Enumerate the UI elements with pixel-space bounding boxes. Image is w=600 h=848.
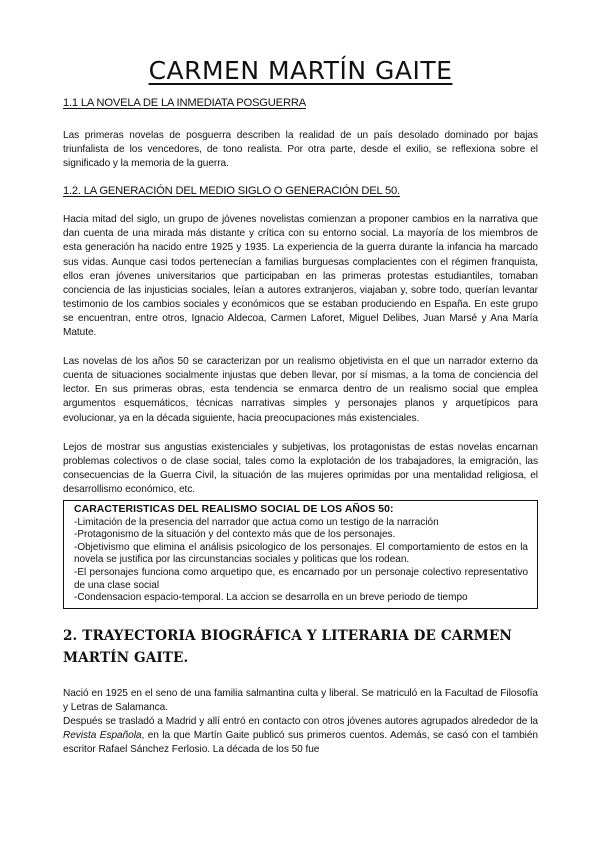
p2-text-after: , en la que Martín Gaite publicó sus primeros cuentos. Además, se casó con el también escritor Rafael Sánchez Ferlosio. La década de los 50 fue — [63, 730, 538, 756]
section-2-paragraph-1: Nació en 1925 en el seno de una familia salmantina culta y liberal. Se matriculó en la Facultad de Filosofía y Letras de Salamanca. — [63, 687, 538, 713]
section-1-1-paragraph: Las primeras novelas de posguerra describen la realidad de un país desolado dominado por bajas triunfalista de los vencedores, de tono realista. Por otra parte, desde el exilio, se reflexiona sobre el significado y la memoria de la guerra. — [63, 130, 538, 170]
section-1-2-paragraph-3: Lejos de mostrar sus angustias existenciales y subjetivas, los protagonistas de estas novelas encarnan problemas colectivos o de clase social, tales como la explotación de los trabajadores, la emigración, las consecuencias de la Guerra Civil, la situación de las mujeres oprimidas por una mentalidad religiosa, el desarrollismo económico, etc. — [63, 441, 538, 495]
characteristic-item: -El personajes funciona como arquetipo que, es encarnado por un personaje colectivo representativo de una clase social — [74, 566, 528, 591]
characteristics-box — [63, 500, 538, 609]
magazine-title: Revista Española — [63, 730, 142, 741]
characteristics-title: CARACTERISTICAS DEL REALISMO SOCIAL DE LOS AÑOS 50: — [74, 503, 394, 515]
section-2-paragraph-2 — [63, 715, 538, 757]
section-1-2-paragraph-1: Hacia mitad del siglo, un grupo de jóvenes novelistas comienzan a proponer cambios en la narrativa que dan cuenta de una mirada más distante y crítica con su entorno social. La mayoría de los miembros de esta generación ha nacido entre 1925 y 1935. La experiencia de la guerra durante la infancia ha marcado sus vidas. Aunque casi todos pertenecían a familias burguesas complacientes con el régimen franquista, ellos eran jóvenes universitarios que participaban en las primeras protestas estudiantiles, tomaban conciencia de las injusticias sociales, leían a autores extranjeros, viajaban y, sobre todo, querían levantar testimonio de los cambios sociales y económicos que se estaban produciendo en España. En este grupo se encuentran, entre otros, Ignacio Aldecoa, Carmen Laforet, Miguel Delibes, Juan Marsé y Ana María Matute. — [63, 214, 538, 339]
section-1-2-paragraph-2: Las novelas de los años 50 se caracterizan por un realismo objetivista en el que un narrador externo da cuenta de situaciones socialmente injustas que deben llevar, por sí mismas, a la toma de conciencia del lector. En sus primeras obras, esta tendencia se enmarca dentro de un realismo social que emplea argumentos esquemáticos, técnicas narrativas simples y personajes planos y arquetípicos para evolucionar, ya en la década siguiente, hacia preocupaciones más existenciales. — [63, 356, 538, 424]
characteristic-item: -Protagonismo de la situación y del contexto más que de los personajes. — [74, 529, 396, 541]
section-2-heading: 2. TRAYECTORIA BIOGRÁFICA Y LITERARIA DE CARMEN MARTÍN GAITE. — [63, 627, 512, 666]
section-1-1-heading: 1.1 LA NOVELA DE LA INMEDIATA POSGUERRA — [63, 97, 306, 109]
characteristics-list — [74, 517, 528, 605]
characteristic-item: -Objetivismo que elimina el análisis psicologico de los personajes. El comportamiento de estos en la novela se justifica por las circunstancias sociales y politicas que los rodean. — [74, 541, 528, 566]
section-1-2-heading: 1.2. LA GENERACIÓN DEL MEDIO SIGLO O GENERACIÓN DEL 50. — [63, 185, 400, 198]
p2-text-before: Después se trasladó a Madrid y allí entró en contacto con otros jóvenes autores agrupados alrededor de la — [63, 715, 538, 727]
page-title: CARMEN MARTÍN GAITE — [148, 56, 453, 85]
characteristic-item: -Condensacion espacio-temporal. La accion se desarrolla en un breve periodo de tiempo — [74, 592, 468, 604]
characteristic-item: -Limitación de la presencia del narrador que actua como un testigo de la narración — [74, 516, 439, 528]
